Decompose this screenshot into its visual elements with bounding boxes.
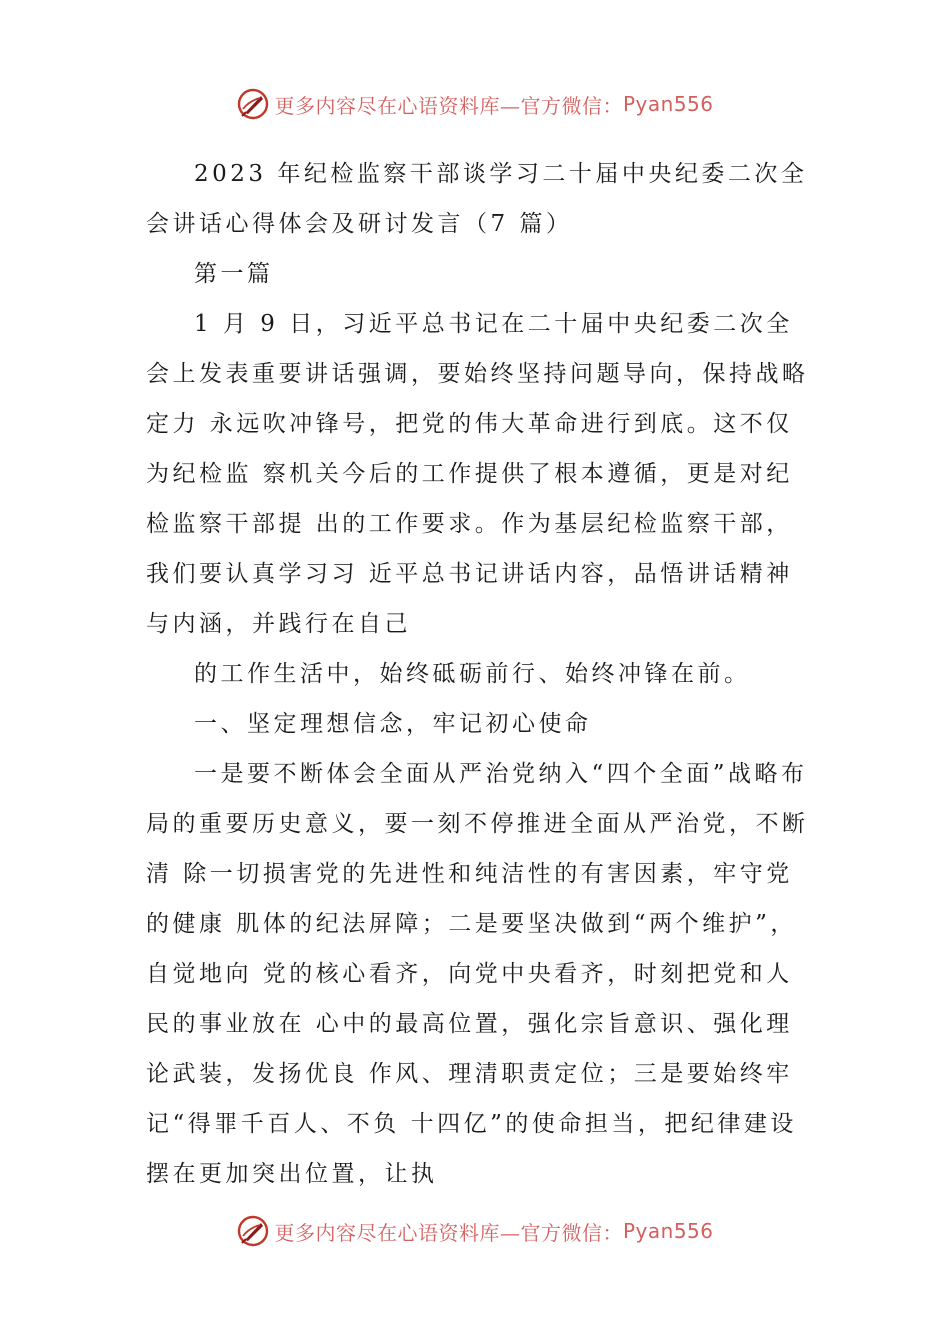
chapter-heading: 第一篇 — [194, 261, 274, 287]
document-title: 2023 年纪检监察干部谈学习二十届中央纪委二次全会讲话心得体会及研讨发言（7 篇） — [146, 161, 808, 237]
quill-logo-icon — [236, 1214, 270, 1248]
section-heading: 一、坚定理想信念，牢记初心使命 — [194, 711, 592, 737]
paragraph: 一是要不断体会全面从严治党纳入“四个全面”战略布 局的重要历史意义，要一刻不停推进全面从严治党，不断清 除一切损害党的先进性和纯洁性的有害因素，牢守党的健康 肌体的纪法屏障；二是要坚决做到“两个维护”，自觉地向 党的核心看齐，向党中央看齐，时刻把党和人民的事业放在 心中的最高位置，强化宗旨意识、强化理论武装，发扬优良 作风、理清职责定位；三是要始终牢记“得罪千百人、不负 十四亿”的使命担当，把纪律建设摆在更加突出位置，让执 — [146, 761, 819, 1187]
document-body — [146, 149, 819, 1199]
quill-logo-icon — [236, 87, 270, 121]
header-banner — [0, 84, 950, 124]
paragraph: 的工作生活中，始终砥砺前行、始终冲锋在前。 — [194, 661, 751, 687]
paragraph: 1 月 9 日，习近平总书记在二十届中央纪委二次全会上发表重要讲话强调，要始终坚持问题导向，保持战略定力 永远吹冲锋号，把党的伟大革命进行到底。这不仅为纪检监 察机关今后的工作提供了根本遵循，更是对纪检监察干部提 出的工作要求。作为基层纪检监察干部，我们要认真学习习 近平总书记讲话内容，品悟讲话精神与内涵，并践行在自己 — [146, 311, 809, 637]
wechat-id: Pyan556 — [622, 1219, 714, 1243]
footer-banner — [0, 1211, 950, 1251]
banner-text: 更多内容尽在心语资料库—官方微信： — [274, 93, 623, 118]
wechat-id: Pyan556 — [622, 92, 714, 116]
banner-text: 更多内容尽在心语资料库—官方微信： — [274, 1220, 623, 1245]
